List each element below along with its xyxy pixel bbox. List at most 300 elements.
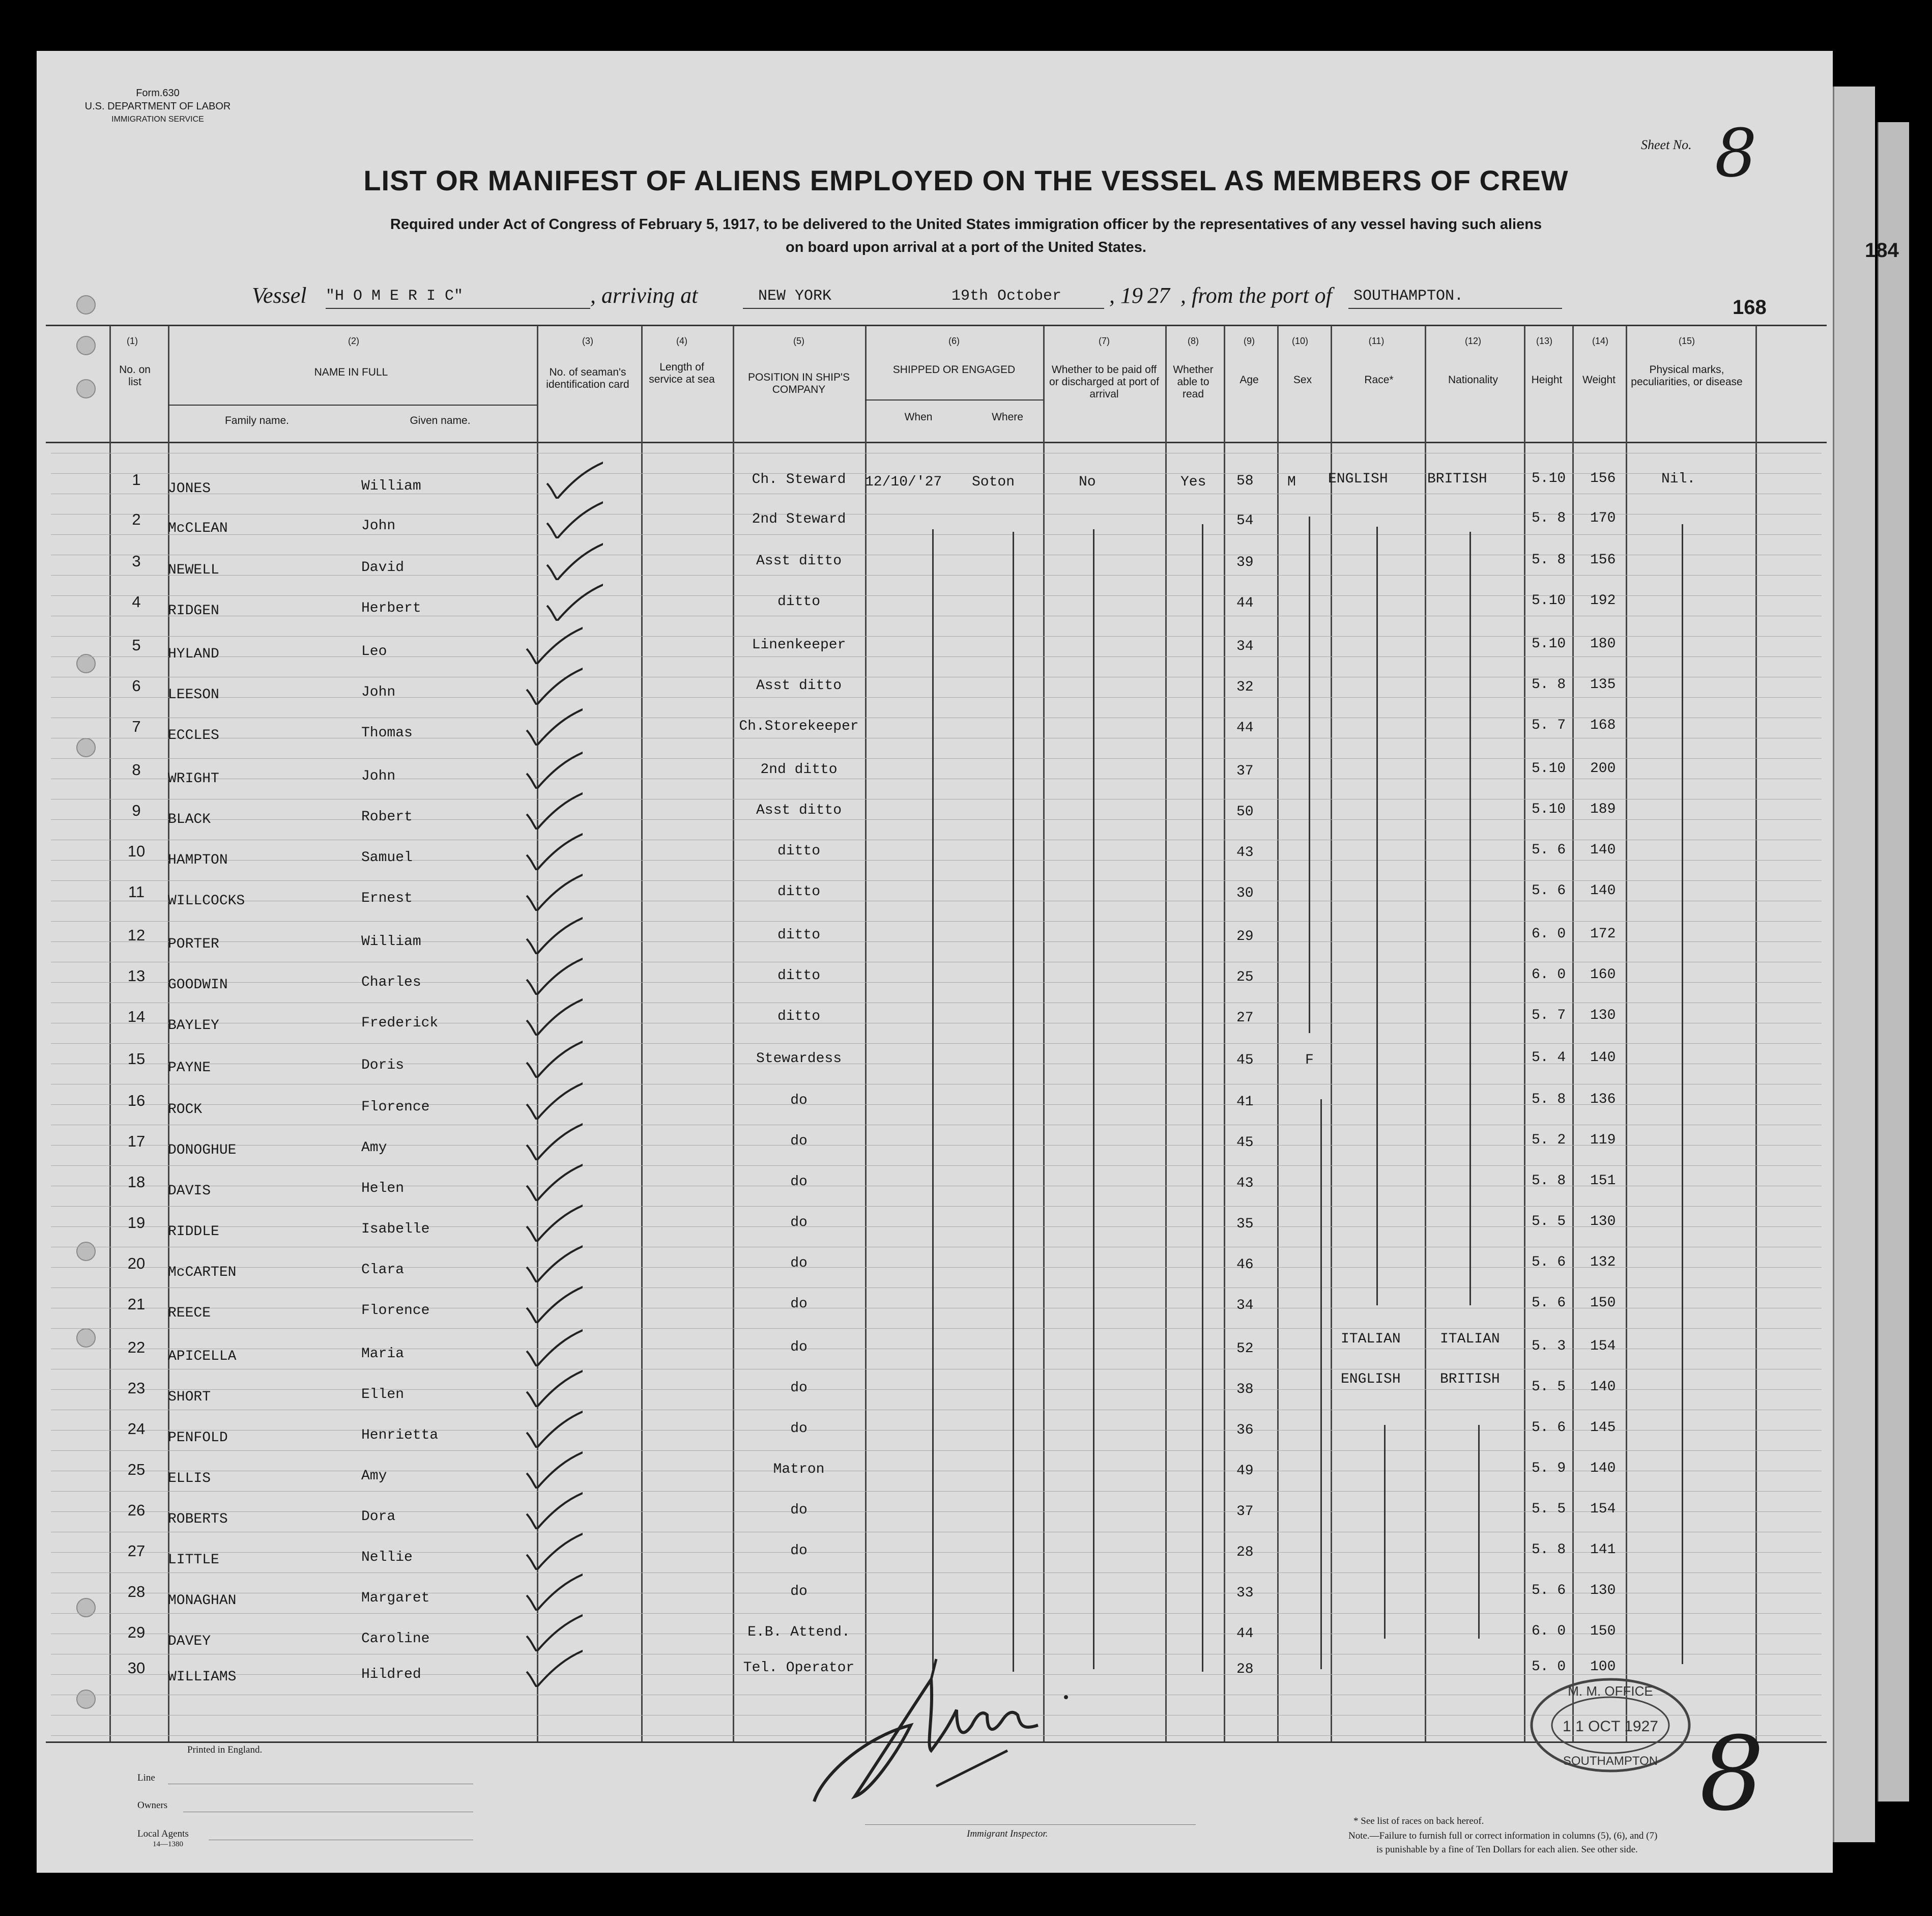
given-name: Clara <box>361 1262 405 1278</box>
header-sex: Sex <box>1293 374 1312 386</box>
header-able-read: Whether able to read <box>1173 364 1214 400</box>
header-paid-off: Whether to be paid off or discharged at port of arrival <box>1049 364 1159 400</box>
underline <box>326 308 590 309</box>
check-mark-icon <box>522 1407 583 1448</box>
table-row <box>0 1008 1932 1038</box>
age: 32 <box>1236 679 1254 695</box>
col-num: (10) <box>1291 336 1308 346</box>
height: 5.10 <box>1532 471 1566 487</box>
table-row <box>0 1092 1932 1122</box>
family-name: DAVIS <box>168 1183 211 1199</box>
table-row <box>0 510 1932 541</box>
weight: 140 <box>1590 842 1616 858</box>
row-number: 17 <box>127 1132 146 1150</box>
row-number: 25 <box>127 1461 146 1478</box>
header-physical: Physical marks, peculiarities, or disease <box>1631 364 1743 388</box>
row22-race: ITALIAN <box>1341 1331 1401 1347</box>
position: do <box>790 1543 808 1559</box>
position: do <box>790 1174 808 1190</box>
row-ruling <box>51 921 1822 922</box>
given-name: Samuel <box>361 850 413 866</box>
age: 54 <box>1236 513 1254 529</box>
row-ruling <box>51 1450 1822 1451</box>
given-name: Florence <box>361 1099 430 1115</box>
fine-note-line2: is punishable by a fine of Ten Dollars for each alien. See other side. <box>1376 1844 1638 1855</box>
col-num: (1) <box>127 336 138 346</box>
age: 45 <box>1236 1052 1254 1068</box>
row-number: 4 <box>132 593 141 611</box>
row-number: 1 <box>132 471 141 489</box>
age: 29 <box>1236 929 1254 945</box>
ditto-line <box>1384 1425 1386 1639</box>
family-name: PENFOLD <box>168 1430 228 1446</box>
family-name: SHORT <box>168 1389 211 1405</box>
position: Tel. Operator <box>743 1660 855 1676</box>
family-name: McCLEAN <box>168 521 228 536</box>
page-title: LIST OR MANIFEST OF ALIENS EMPLOYED ON THE VESSEL AS MEMBERS OF CREW <box>363 164 1569 196</box>
given-name: Henrietta <box>361 1427 439 1443</box>
table-row <box>0 1420 1932 1450</box>
header-when: When <box>904 411 933 423</box>
check-mark-icon <box>522 1570 583 1611</box>
height: 5. 7 <box>1532 718 1566 733</box>
check-mark-icon <box>542 498 603 538</box>
ditto-line <box>1202 524 1203 1672</box>
row-number: 6 <box>132 677 141 695</box>
row-number: 14 <box>127 1008 146 1025</box>
owners-label: Owners <box>137 1800 168 1811</box>
check-mark-icon <box>522 1201 583 1242</box>
position: ditto <box>777 843 820 859</box>
table-row <box>0 1583 1932 1613</box>
punch-hole <box>76 1242 96 1261</box>
row-number: 2 <box>132 510 141 528</box>
line-label: Line <box>137 1772 155 1783</box>
check-mark-icon <box>522 995 583 1036</box>
position: Ch.Storekeeper <box>739 719 859 734</box>
subtitle-line2: on board upon arrival at a port of the United States. <box>786 239 1146 255</box>
check-mark-icon <box>522 705 583 746</box>
side-number: 184 <box>1865 239 1899 262</box>
given-name: Helen <box>361 1181 405 1196</box>
fine-note-line1: Note.—Failure to furnish full or correct information in columns (5), (6), and (7) <box>1348 1831 1658 1841</box>
height: 5. 6 <box>1532 883 1566 899</box>
family-name: NEWELL <box>168 562 219 578</box>
header-position: POSITION IN SHIP'S COMPANY <box>747 371 850 395</box>
weight: 130 <box>1590 1583 1616 1598</box>
weight: 151 <box>1590 1173 1616 1189</box>
height: 5. 8 <box>1532 1092 1566 1107</box>
family-name: WILLCOCKS <box>168 893 245 909</box>
row1-physical: Nil. <box>1661 471 1696 487</box>
age: 41 <box>1236 1094 1254 1110</box>
height: 5. 8 <box>1532 677 1566 693</box>
age: 49 <box>1236 1463 1254 1479</box>
service: IMMIGRATION SERVICE <box>111 115 204 124</box>
form-number: Form.630 <box>136 88 180 99</box>
position: Linenkeeper <box>752 637 846 653</box>
ditto-line <box>1478 1425 1480 1639</box>
row-number: 26 <box>127 1501 146 1519</box>
table-row <box>0 842 1932 873</box>
check-mark-icon <box>522 1037 583 1078</box>
age: 35 <box>1236 1216 1254 1232</box>
department: U.S. DEPARTMENT OF LABOR <box>84 101 231 112</box>
col-num: (2) <box>348 336 359 346</box>
table-row <box>0 967 1932 997</box>
col-num: (7) <box>1099 336 1110 346</box>
subheader-rule <box>168 405 537 406</box>
position: do <box>790 1255 808 1271</box>
given-name: Robert <box>361 809 413 825</box>
col-num: (12) <box>1464 336 1481 346</box>
row-number: 18 <box>127 1173 146 1191</box>
position: E.B. Attend. <box>747 1624 850 1640</box>
given-name: Doris <box>361 1057 405 1073</box>
given-name: Ernest <box>361 891 413 906</box>
check-mark-icon <box>522 1326 583 1366</box>
subheader-rule <box>865 399 1043 401</box>
table-row <box>0 1461 1932 1491</box>
punch-hole <box>76 336 96 355</box>
given-name: John <box>361 518 396 534</box>
table-row <box>0 802 1932 832</box>
header-weight: Weight <box>1582 374 1616 386</box>
age: 28 <box>1236 1545 1254 1560</box>
header-race: Race* <box>1364 374 1394 386</box>
weight: 130 <box>1590 1214 1616 1229</box>
row-number: 5 <box>132 636 141 654</box>
row-ruling <box>51 1491 1822 1492</box>
col-num: (5) <box>793 336 804 346</box>
weight: 180 <box>1590 636 1616 652</box>
position: Matron <box>773 1462 825 1477</box>
check-mark-icon <box>522 954 583 995</box>
row-number: 30 <box>127 1659 146 1677</box>
header-nationality: Nationality <box>1448 374 1498 386</box>
given-name: Ellen <box>361 1387 405 1403</box>
weight: 140 <box>1590 883 1616 899</box>
given-name: John <box>361 684 396 700</box>
family-name: DONOGHUE <box>168 1142 237 1158</box>
family-name: WRIGHT <box>168 771 219 787</box>
header-shipped: SHIPPED OR ENGAGED <box>892 364 1016 376</box>
row1-able-read: Yes <box>1180 474 1206 490</box>
printed-note: Printed in England. <box>187 1745 263 1755</box>
given-name: Caroline <box>361 1631 430 1647</box>
position: Asst ditto <box>756 678 842 694</box>
ditto-line <box>1013 532 1014 1672</box>
table-row <box>0 1132 1932 1163</box>
family-name: HAMPTON <box>168 852 228 868</box>
position: ditto <box>777 884 820 900</box>
sheet-edge <box>1833 87 1875 1842</box>
height: 5.10 <box>1532 761 1566 777</box>
row-ruling <box>51 880 1822 881</box>
age: 50 <box>1236 804 1254 820</box>
check-mark-icon <box>522 1242 583 1282</box>
age: 36 <box>1236 1422 1254 1438</box>
inspector-signature <box>794 1639 1079 1812</box>
underline <box>743 308 946 309</box>
family-name: JONES <box>168 481 211 497</box>
col-num: (13) <box>1536 336 1552 346</box>
margin-note: 8 <box>1699 1715 1765 1834</box>
age: 34 <box>1236 639 1254 654</box>
age: 30 <box>1236 885 1254 901</box>
check-mark-icon <box>522 1448 583 1489</box>
row-number: 7 <box>132 718 141 735</box>
check-mark-icon <box>522 1160 583 1201</box>
arriving-label: , arriving at <box>590 283 698 308</box>
check-mark-icon <box>522 1120 583 1160</box>
given-name: Herbert <box>361 600 421 616</box>
ditto-line <box>1309 517 1310 1033</box>
family-name: PAYNE <box>168 1060 211 1076</box>
given-name: Leo <box>361 644 387 660</box>
row-ruling <box>51 758 1822 759</box>
row-number: 10 <box>127 842 146 860</box>
table-row <box>0 593 1932 623</box>
height: 5. 2 <box>1532 1132 1566 1148</box>
family-name: ROCK <box>168 1102 203 1118</box>
col-num: (11) <box>1368 336 1385 346</box>
col-num: (15) <box>1678 336 1695 346</box>
arrival-year: 27 <box>1147 283 1170 308</box>
row-ruling <box>51 1043 1822 1044</box>
age: 52 <box>1236 1341 1254 1357</box>
position: ditto <box>777 927 820 943</box>
row-number: 21 <box>127 1295 146 1313</box>
age: 27 <box>1236 1010 1254 1026</box>
given-name: Nellie <box>361 1550 413 1565</box>
row-number: 15 <box>127 1050 146 1068</box>
age: 37 <box>1236 763 1254 779</box>
age: 44 <box>1236 1626 1254 1642</box>
height: 5. 7 <box>1532 1008 1566 1023</box>
family-name: APICELLA <box>168 1349 237 1364</box>
age: 45 <box>1236 1135 1254 1151</box>
age: 33 <box>1236 1585 1254 1601</box>
given-name: Isabelle <box>361 1221 430 1237</box>
row1-race: ENGLISH <box>1328 471 1388 487</box>
height: 5. 8 <box>1532 552 1566 568</box>
check-mark-icon <box>522 1282 583 1323</box>
height: 5. 6 <box>1532 842 1566 858</box>
arrival-date: 19th October <box>951 288 1062 305</box>
from-port: SOUTHAMPTON. <box>1353 288 1464 305</box>
weight: 150 <box>1590 1623 1616 1639</box>
row-number: 11 <box>128 883 145 901</box>
family-name: BLACK <box>168 812 211 827</box>
arrival-port: NEW YORK <box>758 288 832 305</box>
sheet-edge-back <box>1878 122 1909 1801</box>
row-number: 23 <box>127 1379 146 1397</box>
given-name: Florence <box>361 1303 430 1319</box>
position: Asst ditto <box>756 553 842 569</box>
stamp-office: M. M. OFFICE <box>1568 1683 1653 1699</box>
row15-sex: F <box>1305 1052 1314 1068</box>
check-mark-icon <box>522 1489 583 1529</box>
table-row <box>0 552 1932 583</box>
age: 58 <box>1236 473 1254 489</box>
family-name: LEESON <box>168 687 219 703</box>
check-mark-icon <box>522 748 583 789</box>
sheet-number: 8 <box>1715 115 1757 192</box>
family-name: McCARTEN <box>168 1265 237 1280</box>
table-row <box>0 1050 1932 1080</box>
header-bottom-border <box>46 442 1827 443</box>
row23-race: ENGLISH <box>1341 1371 1401 1387</box>
weight: 130 <box>1590 1008 1616 1023</box>
table-row <box>0 1542 1932 1572</box>
age: 38 <box>1236 1382 1254 1397</box>
page-counter: 168 <box>1733 296 1767 319</box>
position: Stewardess <box>756 1051 842 1067</box>
age: 46 <box>1236 1257 1254 1273</box>
height: 5. 5 <box>1532 1214 1566 1229</box>
table-top-border <box>46 325 1827 326</box>
weight: 192 <box>1590 593 1616 609</box>
age: 34 <box>1236 1298 1254 1313</box>
table-row <box>0 677 1932 707</box>
punch-hole <box>76 379 96 398</box>
table-row <box>0 1214 1932 1244</box>
ditto-line <box>932 529 934 1669</box>
punch-hole <box>76 1328 96 1348</box>
header-length-service: Length of service at sea <box>649 361 715 385</box>
position: do <box>790 1215 808 1231</box>
height: 5.10 <box>1532 802 1566 817</box>
height: 5. 5 <box>1532 1501 1566 1517</box>
given-name: Amy <box>361 1140 387 1156</box>
punch-hole <box>76 295 96 314</box>
weight: 160 <box>1590 967 1616 983</box>
position: do <box>790 1380 808 1396</box>
row-ruling <box>51 1572 1822 1573</box>
given-name: David <box>361 560 405 576</box>
given-name: Charles <box>361 975 421 990</box>
height: 5. 4 <box>1532 1050 1566 1066</box>
from-label: , from the port of <box>1180 283 1332 308</box>
year-prefix: , 19 <box>1109 283 1143 308</box>
local-agents-label: Local Agents <box>137 1828 189 1839</box>
position: ditto <box>777 968 820 984</box>
weight: 154 <box>1590 1501 1616 1517</box>
table-row <box>0 883 1932 913</box>
row-number: 16 <box>127 1092 146 1109</box>
family-name: RIDDLE <box>168 1224 219 1240</box>
punch-hole <box>76 1690 96 1709</box>
height: 5. 5 <box>1532 1379 1566 1395</box>
family-name: PORTER <box>168 936 219 952</box>
position: ditto <box>777 1009 820 1024</box>
weight: 150 <box>1590 1295 1616 1311</box>
family-name: LITTLE <box>168 1552 219 1568</box>
given-name: Margaret <box>361 1590 430 1606</box>
table-row <box>0 1173 1932 1204</box>
check-mark-icon <box>522 789 583 830</box>
table-row <box>0 761 1932 791</box>
row-number: 27 <box>127 1542 146 1560</box>
row-number: 20 <box>127 1254 146 1272</box>
row-ruling <box>51 1206 1822 1207</box>
col-num: (6) <box>948 336 960 346</box>
weight: 200 <box>1590 761 1616 777</box>
header-age: Age <box>1239 374 1259 386</box>
family-name: GOODWIN <box>168 977 228 993</box>
position: do <box>790 1296 808 1312</box>
subtitle-line1: Required under Act of Congress of February 5, 1917, to be delivered to the United States immigration officer by the representatives of any vessel having such aliens <box>390 216 1542 233</box>
height: 5.10 <box>1532 636 1566 652</box>
height: 5. 3 <box>1532 1338 1566 1354</box>
family-name: RIDGEN <box>168 603 219 619</box>
check-mark-icon <box>542 580 603 621</box>
ditto-line <box>1469 532 1471 1305</box>
family-name: REECE <box>168 1305 211 1321</box>
row22-nationality: ITALIAN <box>1440 1331 1500 1347</box>
check-mark-icon <box>522 1079 583 1120</box>
header-id-card: No. of seaman's identification card <box>546 366 629 390</box>
position: do <box>790 1421 808 1437</box>
height: 5. 6 <box>1532 1254 1566 1270</box>
row-number: 28 <box>127 1583 146 1600</box>
weight: 100 <box>1590 1659 1616 1675</box>
height: 5. 9 <box>1532 1461 1566 1476</box>
ditto-line <box>1682 524 1683 1664</box>
underline <box>1348 308 1562 309</box>
position: Ch. Steward <box>752 472 846 488</box>
position: do <box>790 1502 808 1518</box>
row-number: 13 <box>127 967 146 985</box>
given-name: William <box>361 934 421 950</box>
weight: 156 <box>1590 471 1616 487</box>
table-row <box>0 1501 1932 1532</box>
height: 6. 0 <box>1532 1623 1566 1639</box>
height: 6. 0 <box>1532 926 1566 942</box>
height: 5. 6 <box>1532 1583 1566 1598</box>
sheet-label: Sheet No. <box>1641 137 1692 152</box>
col-num: (9) <box>1244 336 1255 346</box>
height: 5. 6 <box>1532 1420 1566 1436</box>
row-number: 19 <box>127 1214 146 1232</box>
check-mark-icon <box>522 1529 583 1570</box>
header-where: Where <box>992 411 1023 423</box>
row-number: 3 <box>132 552 141 570</box>
weight: 132 <box>1590 1254 1616 1270</box>
row1-nationality: BRITISH <box>1427 471 1487 487</box>
family-name: BAYLEY <box>168 1018 219 1034</box>
row-number: 29 <box>127 1623 146 1641</box>
family-name: WILLIAMS <box>168 1669 237 1685</box>
weight: 136 <box>1590 1092 1616 1107</box>
stamp-place: SOUTHAMPTON <box>1563 1754 1658 1768</box>
weight: 141 <box>1590 1542 1616 1558</box>
underline <box>946 308 1104 309</box>
check-mark-icon <box>522 830 583 870</box>
height: 5.10 <box>1532 593 1566 609</box>
col-num: (4) <box>676 336 687 346</box>
height: 5. 6 <box>1532 1295 1566 1311</box>
inspector-label: Immigrant Inspector. <box>967 1828 1048 1839</box>
weight: 140 <box>1590 1461 1616 1476</box>
row-ruling <box>51 1165 1822 1166</box>
age: 37 <box>1236 1504 1254 1520</box>
given-name: Hildred <box>361 1667 421 1682</box>
table-row <box>0 1295 1932 1326</box>
position: ditto <box>777 594 820 610</box>
check-mark-icon <box>522 1366 583 1407</box>
